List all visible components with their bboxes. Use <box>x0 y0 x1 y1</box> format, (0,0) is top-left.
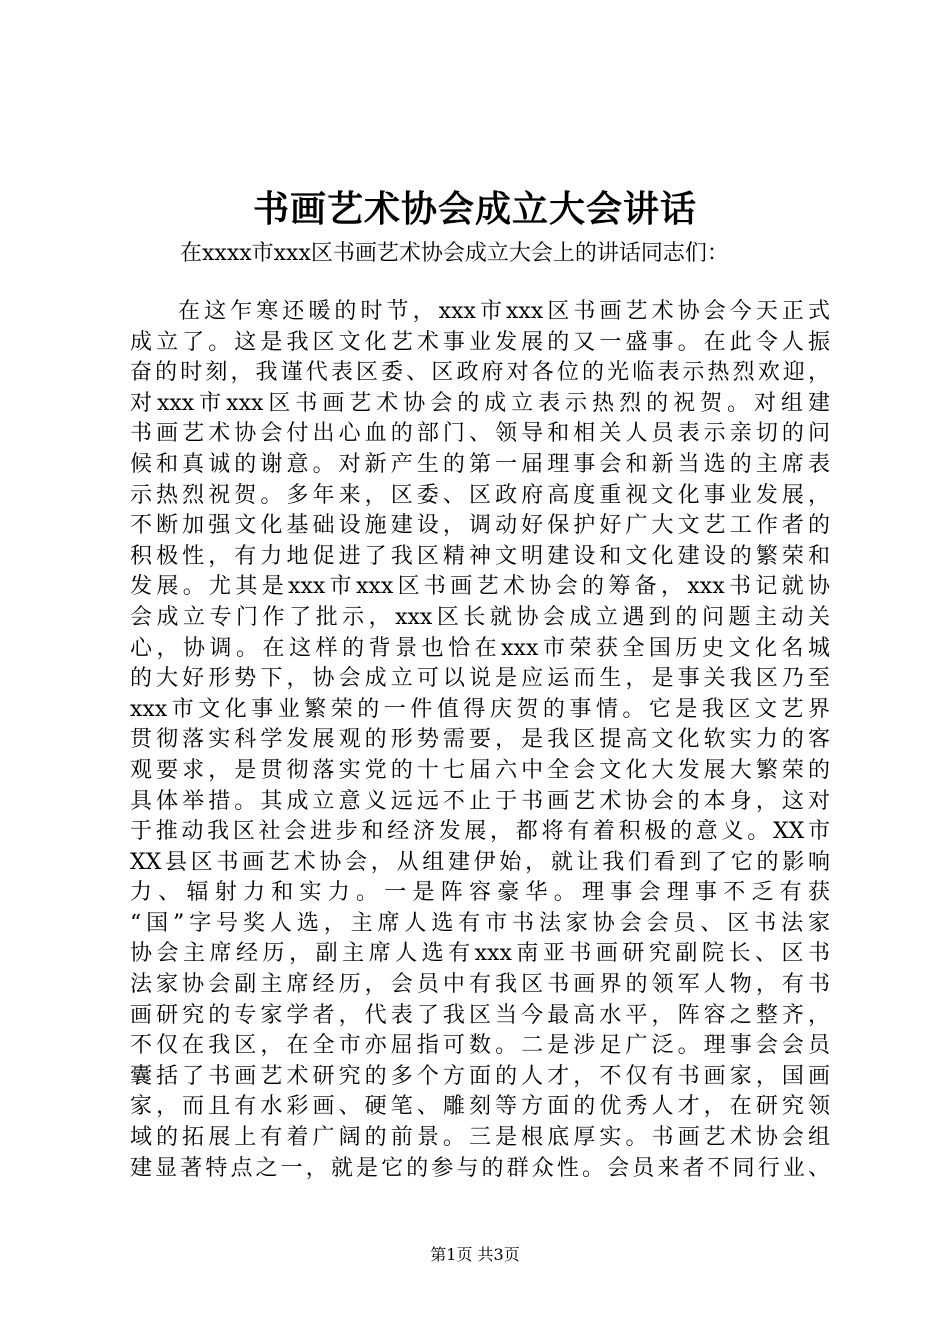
body-line: 力、辐射力和实力。一是阵容豪华。理事会理事不乏有获 <box>130 880 830 906</box>
body-line: 积极性，有力地促进了我区精神文明建设和文化建设的繁荣和 <box>130 543 830 569</box>
body-paragraph <box>130 297 830 1184</box>
page-footer: 第1页 共3页 <box>430 1245 520 1264</box>
body-line: 成立了。这是我区文化艺术事业发展的又一盛事。在此令人振 <box>130 329 830 355</box>
body-line: 心，协调。在这样的背景也恰在xxx市荣获全国历史文化名城 <box>130 635 830 661</box>
body-line: 不断加强文化基础设施建设，调动好保护好广大文艺工作者的 <box>130 513 830 539</box>
body-line: 发展。尤其是xxx市xxx区书画艺术协会的筹备，xxx书记就协 <box>130 574 830 600</box>
body-line: 不仅在我区，在全市亦屈指可数。二是涉足广泛。理事会会员 <box>130 1033 830 1059</box>
body-line: 域的拓展上有着广阔的前景。三是根底厚实。书画艺术协会组 <box>130 1125 830 1151</box>
body-line: 示热烈祝贺。多年来，区委、区政府高度重视文化事业发展， <box>130 482 830 508</box>
body-line: 会成立专门作了批示，xxx区长就协会成立遇到的问题主动关 <box>130 604 830 630</box>
body-line: XX县区书画艺术协会，从组建伊始，就让我们看到了它的影响 <box>130 849 830 875</box>
body-line: 协会主席经历，副主席人选有xxx南亚书画研究副院长、区书 <box>130 941 830 967</box>
body-line: 在这乍寒还暖的时节，xxx市xxx区书画艺术协会今天正式 <box>178 299 830 324</box>
body-line: 对xxx市xxx区书画艺术协会的成立表示热烈的祝贺。对组建 <box>130 390 830 416</box>
body-line: 的大好形势下，协会成立可以说是应运而生，是事关我区乃至 <box>130 666 830 692</box>
body-line: 画研究的专家学者，代表了我区当今最高水平，阵容之整齐， <box>130 1002 830 1028</box>
body-line: 囊括了书画艺术研究的多个方面的人才，不仅有书画家，国画 <box>130 1063 830 1089</box>
body-line: 观要求，是贯彻落实党的十七届六中全会文化大发展大繁荣的 <box>130 757 830 783</box>
document-title: 书画艺术协会成立大会讲话 <box>252 188 697 230</box>
body-line: 于推动我区社会进步和经济发展，都将有着积极的意义。XX市 <box>130 819 830 845</box>
body-line: xxx市文化事业繁荣的一件值得庆贺的事情。它是我区文艺界 <box>130 696 830 722</box>
body-line: 贯彻落实科学发展观的形势需要，是我区提高文化软实力的客 <box>130 727 830 753</box>
body-line: 法家协会副主席经历，会员中有我区书画界的领军人物，有书 <box>130 972 830 998</box>
body-line: 奋的时刻，我谨代表区委、区政府对各位的光临表示热烈欢迎， <box>130 360 830 386</box>
body-line: 建显著特点之一，就是它的参与的群众性。会员来者不同行业、 <box>130 1155 830 1181</box>
body-line: 书画艺术协会付出心血的部门、领导和相关人员表示亲切的问 <box>130 421 830 447</box>
body-line: 家，而且有水彩画、硬笔、雕刻等方面的优秀人才，在研究领 <box>130 1094 830 1120</box>
body-line: 具体举措。其成立意义远远不止于书画艺术协会的本身，这对 <box>130 788 830 814</box>
body-line: “国”字号奖人选，主席人选有市书法家协会会员、区书法家 <box>130 910 830 936</box>
document-subtitle: 在xxxx市xxx区书画艺术协会成立大会上的讲话同志们： <box>180 241 729 266</box>
body-line: 候和真诚的谢意。对新产生的第一届理事会和新当选的主席表 <box>130 451 830 477</box>
